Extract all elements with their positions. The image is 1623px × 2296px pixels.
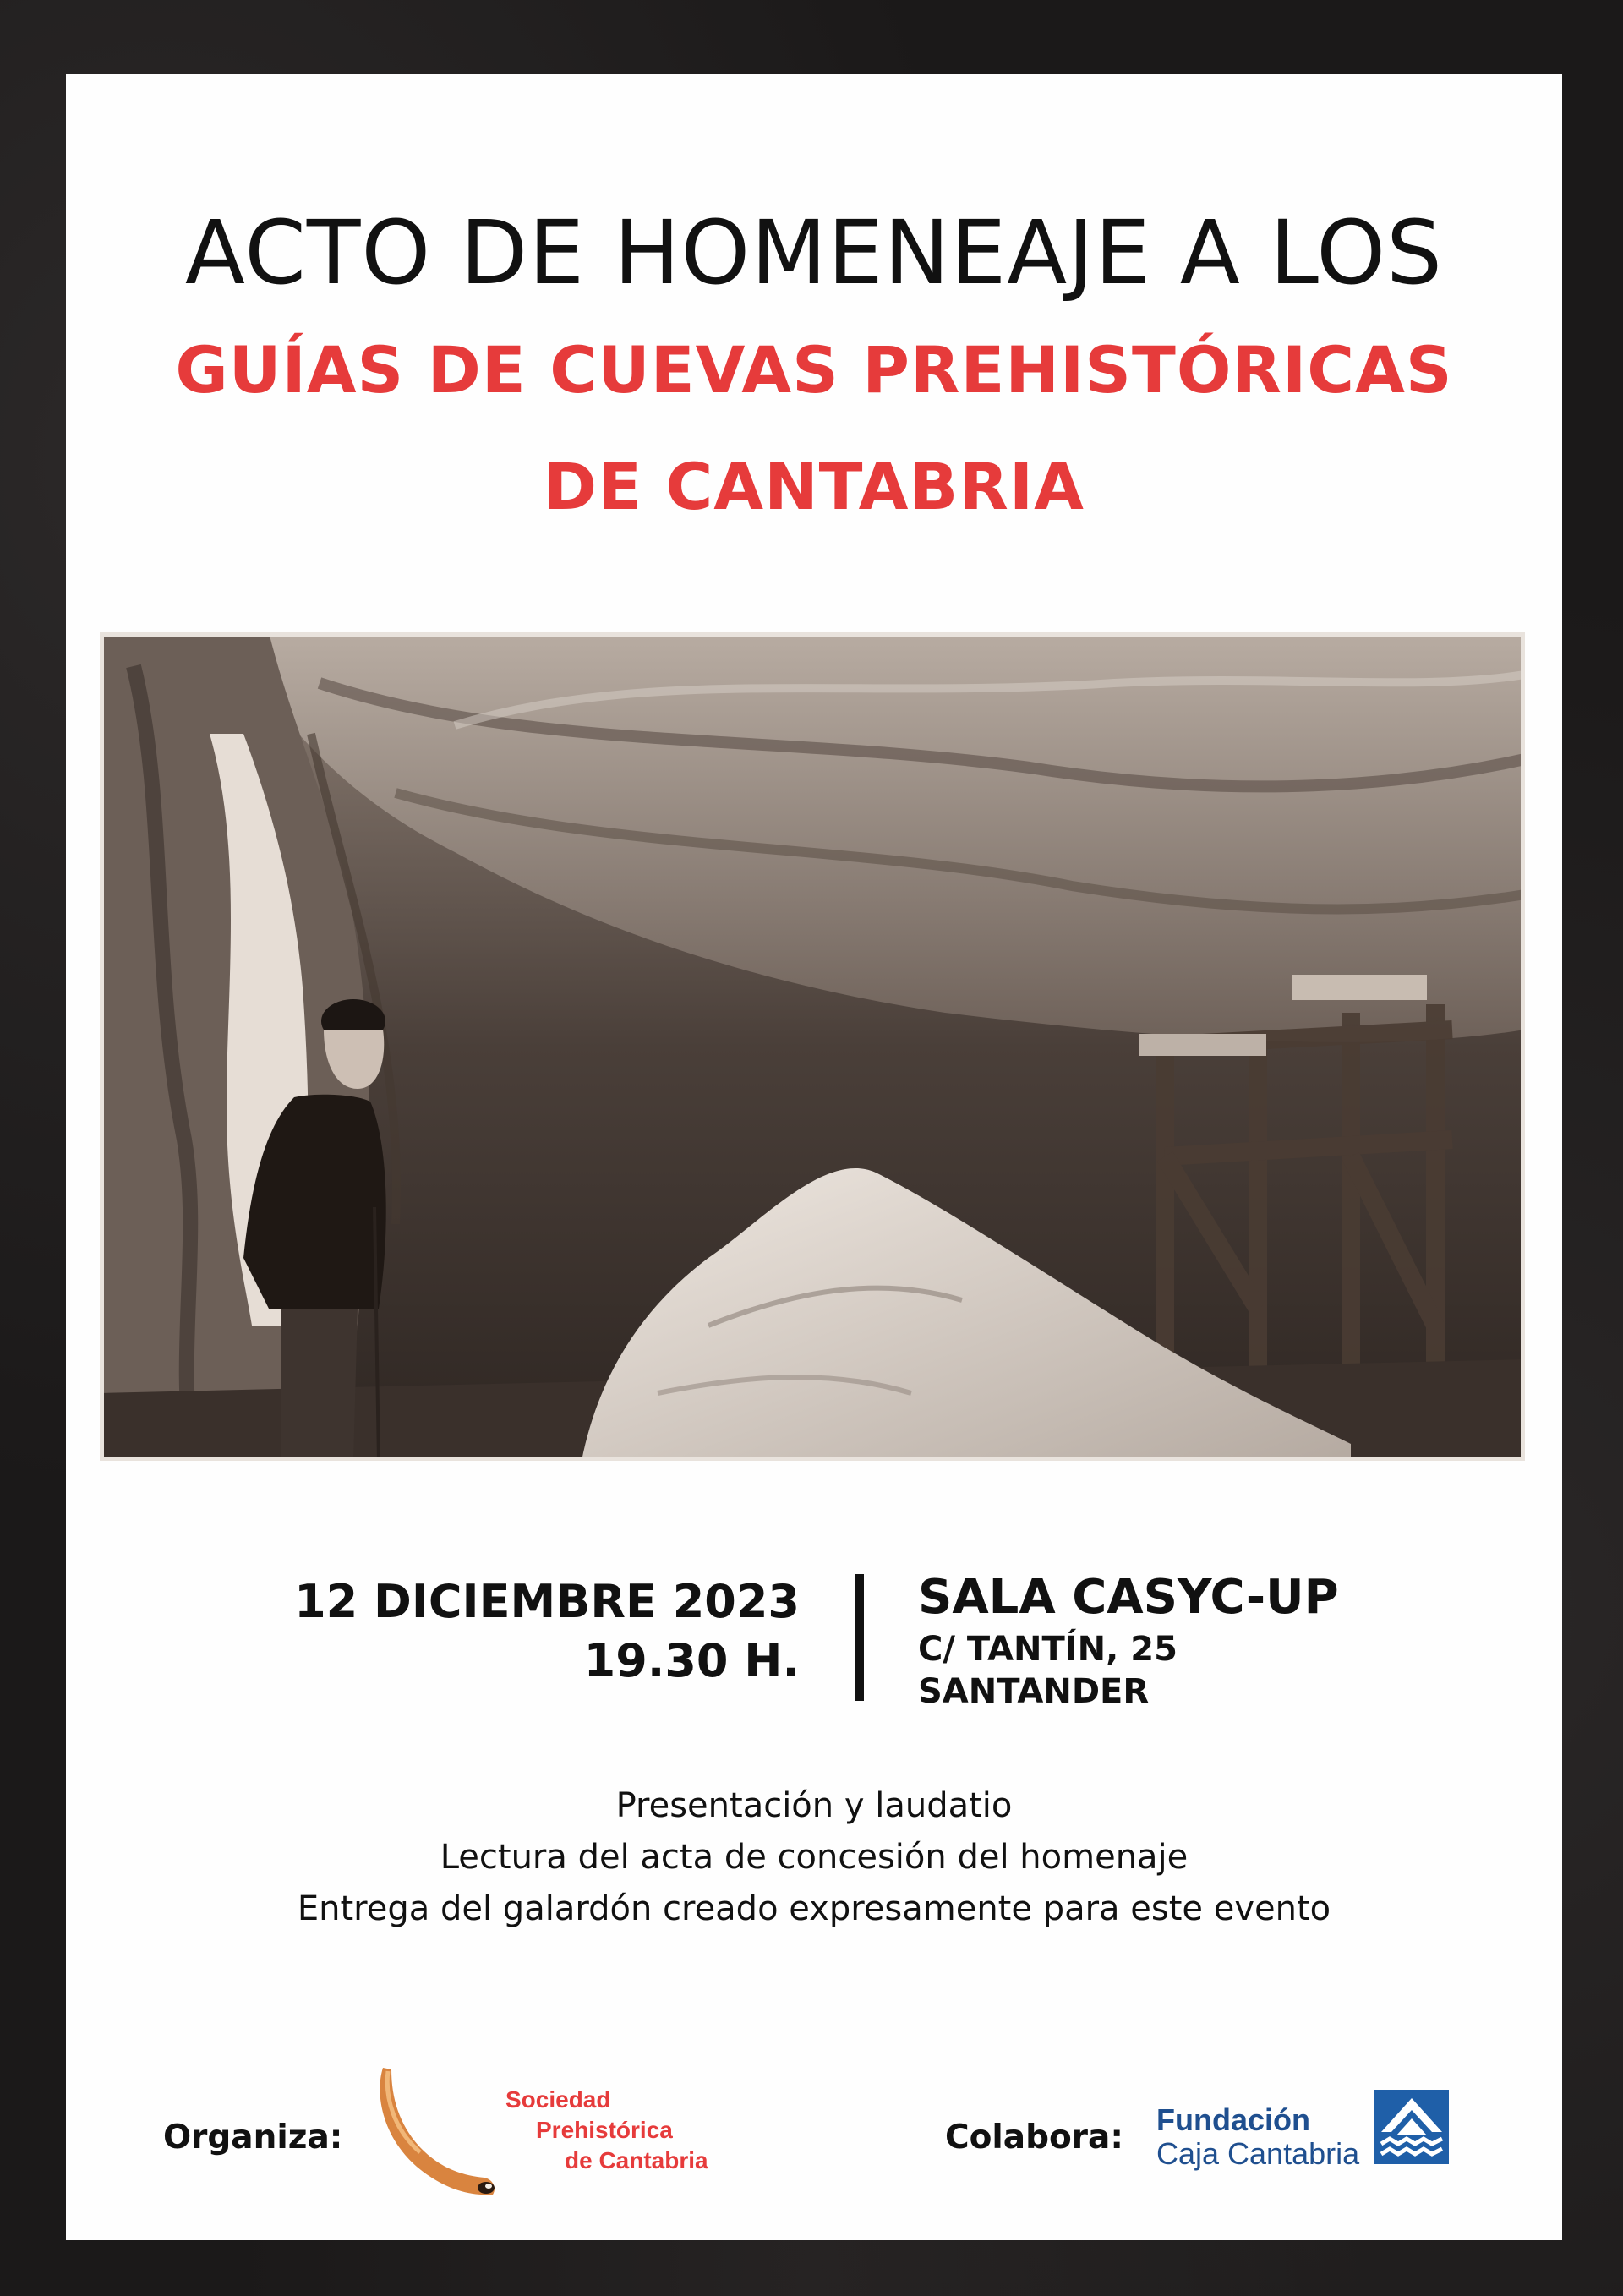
organiza-label: Organiza: — [163, 2118, 343, 2157]
collaborator-line-2: Caja Cantabria — [1156, 2136, 1360, 2171]
venue-block — [918, 1567, 1339, 1713]
program-item: Entrega del galardón creado expresamente para este evento — [297, 1889, 1331, 1928]
cave-photo-illustration — [100, 632, 1525, 1461]
program-item: Presentación y laudatio — [615, 1786, 1013, 1825]
program-item: Lectura del acta de concesión del homenaje — [440, 1838, 1189, 1877]
organizer-line-1: Sociedad — [505, 2086, 611, 2113]
vertical-divider — [855, 1574, 864, 1701]
venue-address: C/ TANTÍN, 25 — [918, 1630, 1178, 1669]
colabora-label: Colabora: — [945, 2118, 1123, 2157]
collaborator-name — [1156, 2103, 1359, 2171]
program-list — [66, 1780, 1562, 1935]
date-time-block — [294, 1572, 800, 1691]
sociedad-prehistorica-logo — [366, 2061, 501, 2205]
title-line-3: DE CANTABRIA — [544, 449, 1085, 524]
cave-photograph — [100, 632, 1525, 1461]
collaborator-line-1: Fundación — [1156, 2102, 1310, 2137]
organizer-line-2: Prehistórica — [536, 2117, 673, 2143]
organizer-line-3: de Cantabria — [565, 2147, 708, 2173]
fundacion-caja-cantabria-logo — [1374, 2090, 1449, 2164]
venue-name: SALA CASYC-UP — [918, 1570, 1339, 1625]
venue-city: SANTANDER — [918, 1672, 1150, 1711]
event-time: 19.30 H. — [583, 1634, 800, 1687]
poster-sheet — [66, 74, 1562, 2240]
title-line-2: GUÍAS DE CUEVAS PREHISTÓRICAS — [175, 332, 1453, 407]
event-date: 12 DICIEMBRE 2023 — [294, 1575, 800, 1628]
title-line-1: ACTO DE HOMENEAJE A LOS — [184, 201, 1444, 304]
organizer-name — [505, 2085, 708, 2176]
